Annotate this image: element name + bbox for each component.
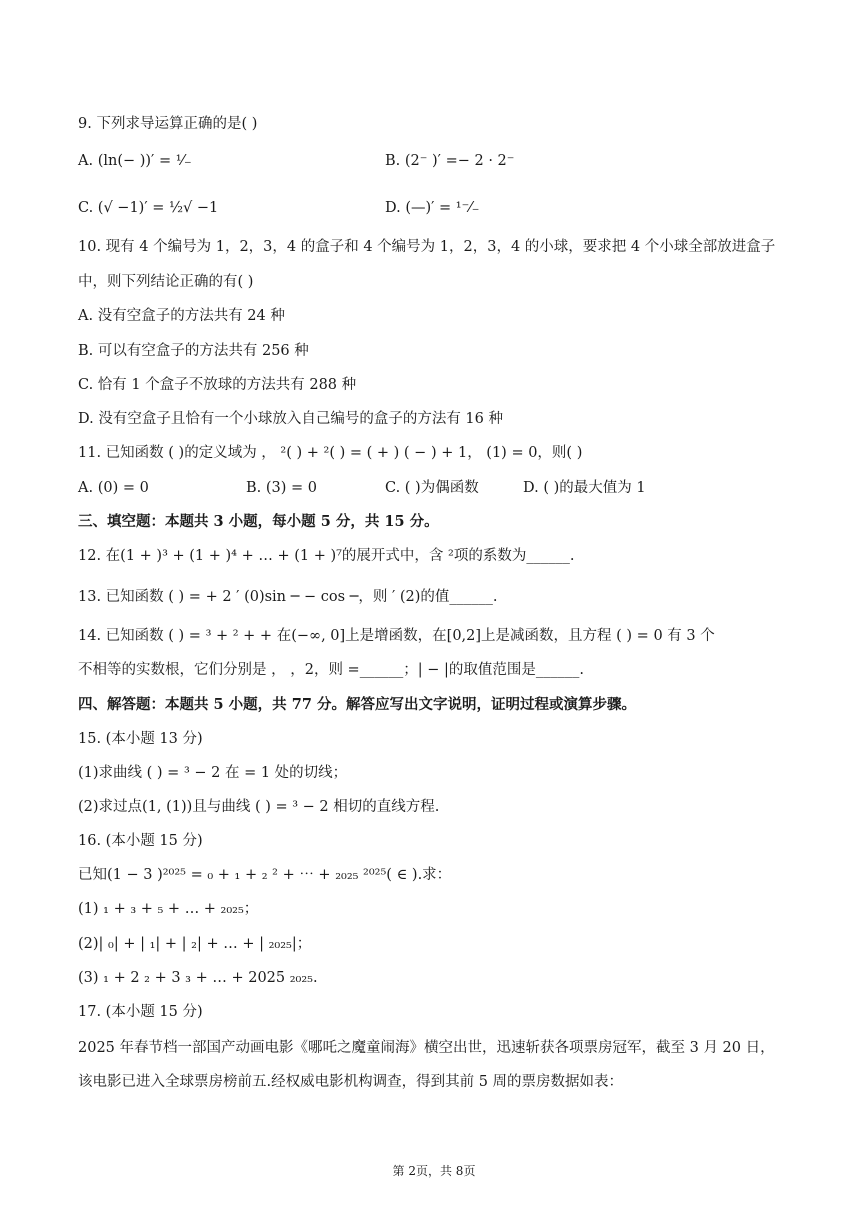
q9-option-c: C. (√ −1)′ = ½√ −1 <box>78 200 219 216</box>
q10-option-b: B. 可以有空盒子的方法共有 256 种 <box>78 343 309 359</box>
q14-line1: 14. 已知函数 ( ) = ³ + ² + + 在(−∞, 0]上是增函数，在[0,2]上是减函数，且方程 ( ) = 0 有 3 个 <box>78 628 715 644</box>
section-4-heading: 四、解答题：本题共 5 小题，共 77 分。解答应写出文字说明，证明过程或演算步骤。 <box>78 696 636 713</box>
q12: 12. 在(1 + )³ + (1 + )⁴ + … + (1 + )⁷的展开式中，含 ²项的系数为______. <box>78 548 575 564</box>
q11-stem: 11. 已知函数 ( )的定义域为 ， ²( ) + ²( ) = ( + ) ( − ) + 1， (1) = 0，则( ) <box>78 445 583 461</box>
q16-part3: (3) ₁ + 2 ₂ + 3 ₃ + … + 2025 ₂₀₂₅. <box>78 970 318 986</box>
q9-option-d: D. (—)′ = ¹⁻⁄₋ <box>385 200 480 216</box>
q15-part2: (2)求过点(1, (1))且与曲线 ( ) = ³ − 2 相切的直线方程. <box>78 799 440 815</box>
q11-option-a: A. (0) = 0 <box>78 480 149 496</box>
q10-stem-line2: 中，则下列结论正确的有( ) <box>78 274 254 290</box>
q15-heading: 15. (本小题 13 分) <box>78 731 203 747</box>
section-3-heading: 三、填空题：本题共 3 小题，每小题 5 分，共 15 分。 <box>78 513 439 530</box>
q16-heading: 16. (本小题 15 分) <box>78 833 203 849</box>
q9-option-b: B. (2⁻ )′ =− 2 · 2⁻ <box>385 153 515 169</box>
q14-line2: 不相等的实数根，它们分别是 ， ，2，则 =______；| − |的取值范围是______. <box>78 662 584 678</box>
q10-option-c: C. 恰有 1 个盒子不放球的方法共有 288 种 <box>78 377 357 393</box>
q17-text-line1: 2025 年春节档一部国产动画电影《哪吒之魔童闹海》横空出世，迅速斩获各项票房冠军，截至 3 月 20 日， <box>78 1040 775 1056</box>
q11-option-b: B. (3) = 0 <box>246 480 318 496</box>
q16-part2: (2)| ₀| + | ₁| + | ₂| + … + | ₂₀₂₅|； <box>78 936 312 952</box>
q10-option-a: A. 没有空盒子的方法共有 24 种 <box>78 308 285 324</box>
q9-stem: 9. 下列求导运算正确的是( ) <box>78 116 258 132</box>
q16-part1: (1) ₁ + ₃ + ₅ + … + ₂₀₂₅； <box>78 901 259 917</box>
q11-option-c: C. ( )为偶函数 <box>385 480 479 496</box>
q16-stem: 已知(1 − 3 )²⁰²⁵ = ₀ + ₁ + ₂ ² + ⋯ + ₂₀₂₅ ²⁰²⁵( ∈ ).求： <box>78 867 452 883</box>
q10-option-d: D. 没有空盒子且恰有一个小球放入自己编号的盒子的方法有 16 种 <box>78 411 503 427</box>
q11-option-d: D. ( )的最大值为 1 <box>523 480 646 496</box>
q17-text-line2: 该电影已进入全球票房榜前五.经权威电影机构调查，得到其前 5 周的票房数据如表： <box>78 1074 624 1090</box>
q13: 13. 已知函数 ( ) = + 2 ′ (0)sin ─ − cos ─，则 ′ (2)的值______. <box>78 589 498 605</box>
q15-part1: (1)求曲线 ( ) = ³ − 2 在 = 1 处的切线； <box>78 765 348 781</box>
page-footer: 第 2页，共 8页 <box>392 1164 476 1178</box>
q17-heading: 17. (本小题 15 分) <box>78 1004 203 1020</box>
q10-stem-line1: 10. 现有 4 个编号为 1，2，3，4 的盒子和 4 个编号为 1，2，3，4 的小球，要求把 4 个小球全部放进盒子 <box>78 239 776 255</box>
q9-option-a: A. (ln(− ))′ = ¹⁄₋ <box>78 153 192 169</box>
